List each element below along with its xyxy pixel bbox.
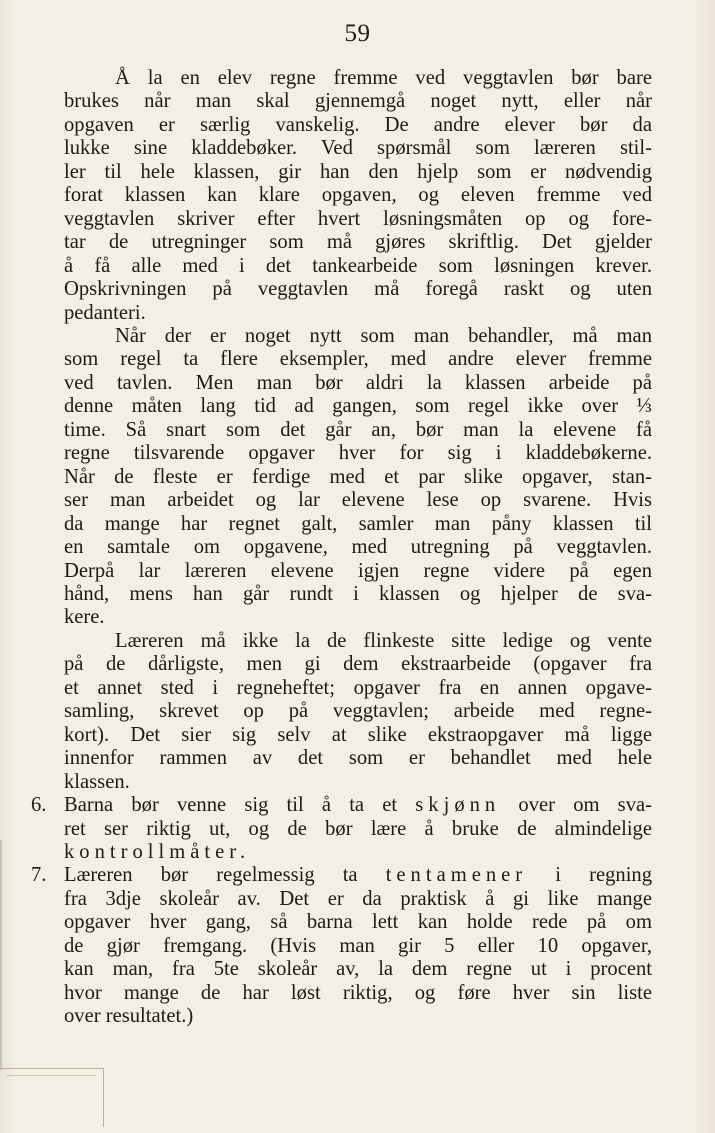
item-number: 6. [31, 794, 47, 817]
stamp-rule [6, 1075, 96, 1076]
page-number: 59 [344, 20, 371, 47]
text-run: Barna bør venne sig til å ta et [64, 794, 398, 817]
text-line: kort). Det sier sig selv at slike ekstraopgaver må ligge [64, 723, 652, 746]
list-item-6 [31, 794, 652, 864]
body-text [31, 67, 653, 1029]
text-line: fra 3dje skoleår av. Det er da praktisk å gi like mange [64, 887, 652, 910]
text-line: Opskrivningen på veggtavlen må foregå raskt og uten [64, 278, 652, 301]
text-line: time. Så snart som det går an, bør man la elevene få [64, 418, 652, 441]
text-run: i regning [555, 864, 653, 887]
text-line: samling, skrevet op på veggtavlen; arbeide med regne- [64, 700, 652, 723]
text-line: å få alle med i det tankearbeide som løsningen krever. [64, 254, 652, 277]
text-line: pedanteri. [64, 301, 146, 324]
text-line: veggtavlen skriver efter hvert løsningsmåten op og fore- [64, 207, 652, 230]
text-run: Læreren bør regelmessig ta [64, 864, 358, 887]
text-line: en samtale om opgavene, med utregning på veggtavlen. [64, 536, 652, 559]
text-line [64, 864, 652, 887]
text-line: på de dårligste, men gi dem ekstraarbeide (opgaver fra [64, 653, 652, 676]
text-line: tar de utregninger som må gjøres skriftlig. Det gjelder [64, 231, 652, 254]
text-line: brukes når man skal gjennemgå noget nytt, eller når [64, 90, 652, 113]
paragraph-3 [64, 630, 652, 794]
text-line: denne måten lang tid ad gangen, som regel ikke over ⅓ [64, 395, 652, 418]
paragraph-1 [64, 67, 652, 325]
text-line: Når der er noget nytt som man behandler, må man [115, 324, 652, 347]
text-line: ret ser riktig ut, og de bør lære å bruke de almindelige [64, 817, 652, 840]
text-line [64, 794, 652, 817]
item-number: 7. [31, 864, 47, 887]
text-line: Læreren må ikke la de flinkeste sitte ledige og vente [115, 629, 652, 652]
library-stamp-frame [0, 1068, 104, 1127]
spaced-emphasis: tentamener [385, 864, 528, 887]
text-line: lukke sine kladdebøker. Ved spørsmål som læreren stil- [64, 137, 652, 160]
text-line: regne tilsvarende opgaver hver for sig i kladdebøkerne. [64, 442, 652, 465]
text-line: som regel ta flere eksempler, med andre elever fremme [64, 348, 652, 371]
text-line: opgaver hver gang, så barna lett kan holde rede på om [64, 911, 652, 934]
text-line: Å la en elev regne fremme ved veggtavlen bør bare [115, 67, 652, 89]
text-line: hvor mange de har løst riktig, og føre hver sin liste [64, 981, 652, 1004]
spaced-emphasis: kontrollmåter. [64, 840, 251, 863]
spaced-emphasis: skjønn [415, 794, 501, 817]
text-line: Derpå lar læreren elevene igjen regne videre på egen [64, 559, 652, 582]
text-line: innenfor rammen av det som er behandlet med hele [64, 747, 652, 770]
text-line: over resultatet.) [64, 1005, 194, 1028]
text-line: Når de fleste er ferdige med et par slike opgaver, stan- [64, 465, 652, 488]
text-line: et annet sted i regneheftet; opgaver fra en annen opgave- [64, 676, 652, 699]
text-line: kan man, fra 5te skoleår av, la dem regne ut i procent [64, 958, 652, 981]
text-run: over om sva- [518, 794, 652, 817]
margin-rule [0, 840, 2, 1070]
list-item-7 [31, 864, 653, 1028]
text-line: ler til hele klassen, gir han den hjelp som er nødvendig [64, 160, 652, 183]
text-line: ved tavlen. Men man bør aldri la klassen arbeide på [64, 371, 652, 394]
paragraph-2 [64, 325, 652, 630]
text-line: forat klassen kan klare opgaven, og eleven fremme ved [64, 184, 652, 207]
text-line: de gjør fremgang. (Hvis man gir 5 eller 10 opgaver, [64, 934, 652, 957]
text-line: hånd, mens han går rundt i klassen og hjelper de sva- [64, 582, 652, 605]
text-line: opgaven er særlig vanskelig. De andre elever bør da [64, 113, 652, 136]
text-line: kere. [64, 606, 105, 629]
text-line: da mange har regnet galt, samler man påny klassen til [64, 512, 652, 535]
text-line: klassen. [64, 770, 130, 793]
text-line: ser man arbeidet og lar elevene lese op svarene. Hvis [64, 489, 652, 512]
